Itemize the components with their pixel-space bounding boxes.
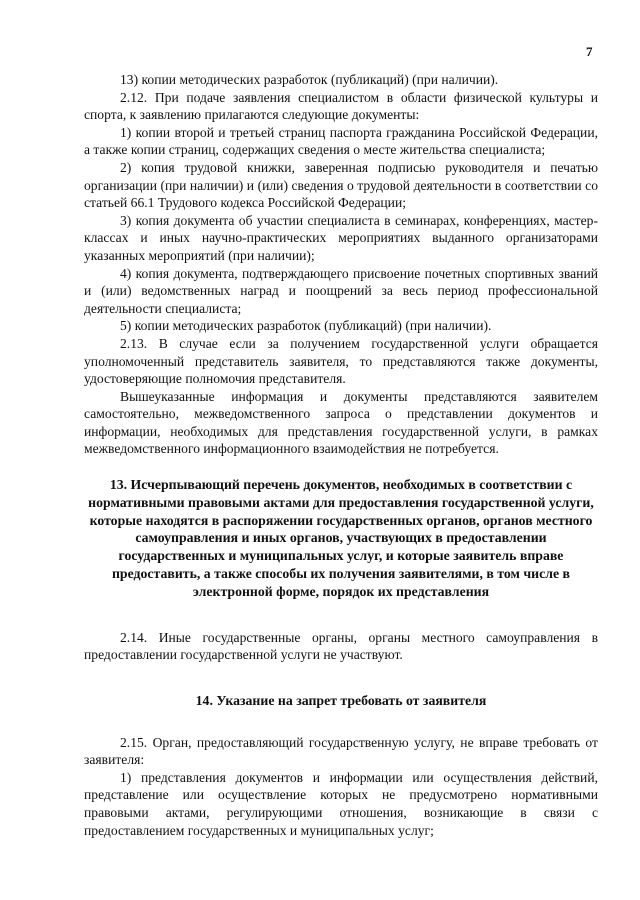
paragraph-item-5-publications: 5) копии методических разработок (публикаций) (при наличии). [120, 318, 492, 334]
paragraph-item-3-seminars: 3) копия документа об участии специалиста в семинарах, конференциях, мастер-классах и иных научно-практических мероприятиях выданного организаторами указанных мероприятий (при наличии); [84, 212, 598, 263]
paragraph-2-14: 2.14. Иные государственные органы, органы местного самоуправления в предоставлении государственной услуги не участвуют. [84, 629, 598, 663]
paragraph-item-2-work-record: 2) копия трудовой книжки, заверенная подписью руководителя и печатью организации (при наличии) и (или) сведения о трудовой деятельности в соответствии со статьей 66.1 Трудового кодекса Российской Федерации; [84, 159, 598, 211]
page-number: 7 [586, 44, 593, 59]
paragraph-above-information: Вышеуказанные информация и документы представляются заявителем самостоятельно, межведомственного запроса о представлении документов и информации, необходимых для представления государственной услуги, в рамках межведомственного информационного взаимодействия не потребуется. [84, 388, 598, 457]
section-13-heading: 13. Исчерпывающий перечень документов, необходимых в соответствии с нормативными правовыми актами для предоставления государственной услуги, которые находятся в распоряжении государственных органов, органов местного самоуправления и иных органов, участвующих в предоставлении государственных и муниципальных услуг, и которые заявитель вправе предоставить, а также способы их получения заявителями, в том числе в электронной форме, порядок их представления [88, 477, 594, 599]
paragraph-2-15: 2.15. Орган, предоставляющий государственную услугу, не вправе требовать от заявителя: [84, 734, 598, 768]
paragraph-2-15-item-1: 1) представления документов и информации или осуществления действий, представление или осуществление которых не предусмотрено нормативными правовыми актами, регулирующими отношения, возникающие в связи с предоставлением государственных и муниципальных услуг; [84, 769, 598, 838]
section-14-heading: 14. Указание на запрет требовать от заявителя [195, 692, 487, 708]
paragraph-2-13: 2.13. В случае если за получением государственной услуги обращается уполномоченный представитель заявителя, то представляются также документы, удостоверяющие полномочия представителя. [84, 335, 598, 387]
paragraph-item-4-awards: 4) копия документа, подтверждающего присвоение почетных спортивных званий и (или) ведомственных наград и поощрений за весь период профессиональной деятельности специалиста; [84, 265, 598, 316]
paragraph-2-12: 2.12. При подаче заявления специалистом в области физической культуры и спорта, к заявлению прилагаются следующие документы: [84, 89, 598, 123]
paragraph-item-1-passport: 1) копии второй и третьей страниц паспорта гражданина Российской Федерации, а также копии страниц, содержащих сведения о месте жительства специалиста; [84, 124, 598, 158]
document-body [84, 71, 598, 839]
paragraph-item-13-publications: 13) копии методических разработок (публикаций) (при наличии). [120, 72, 499, 87]
